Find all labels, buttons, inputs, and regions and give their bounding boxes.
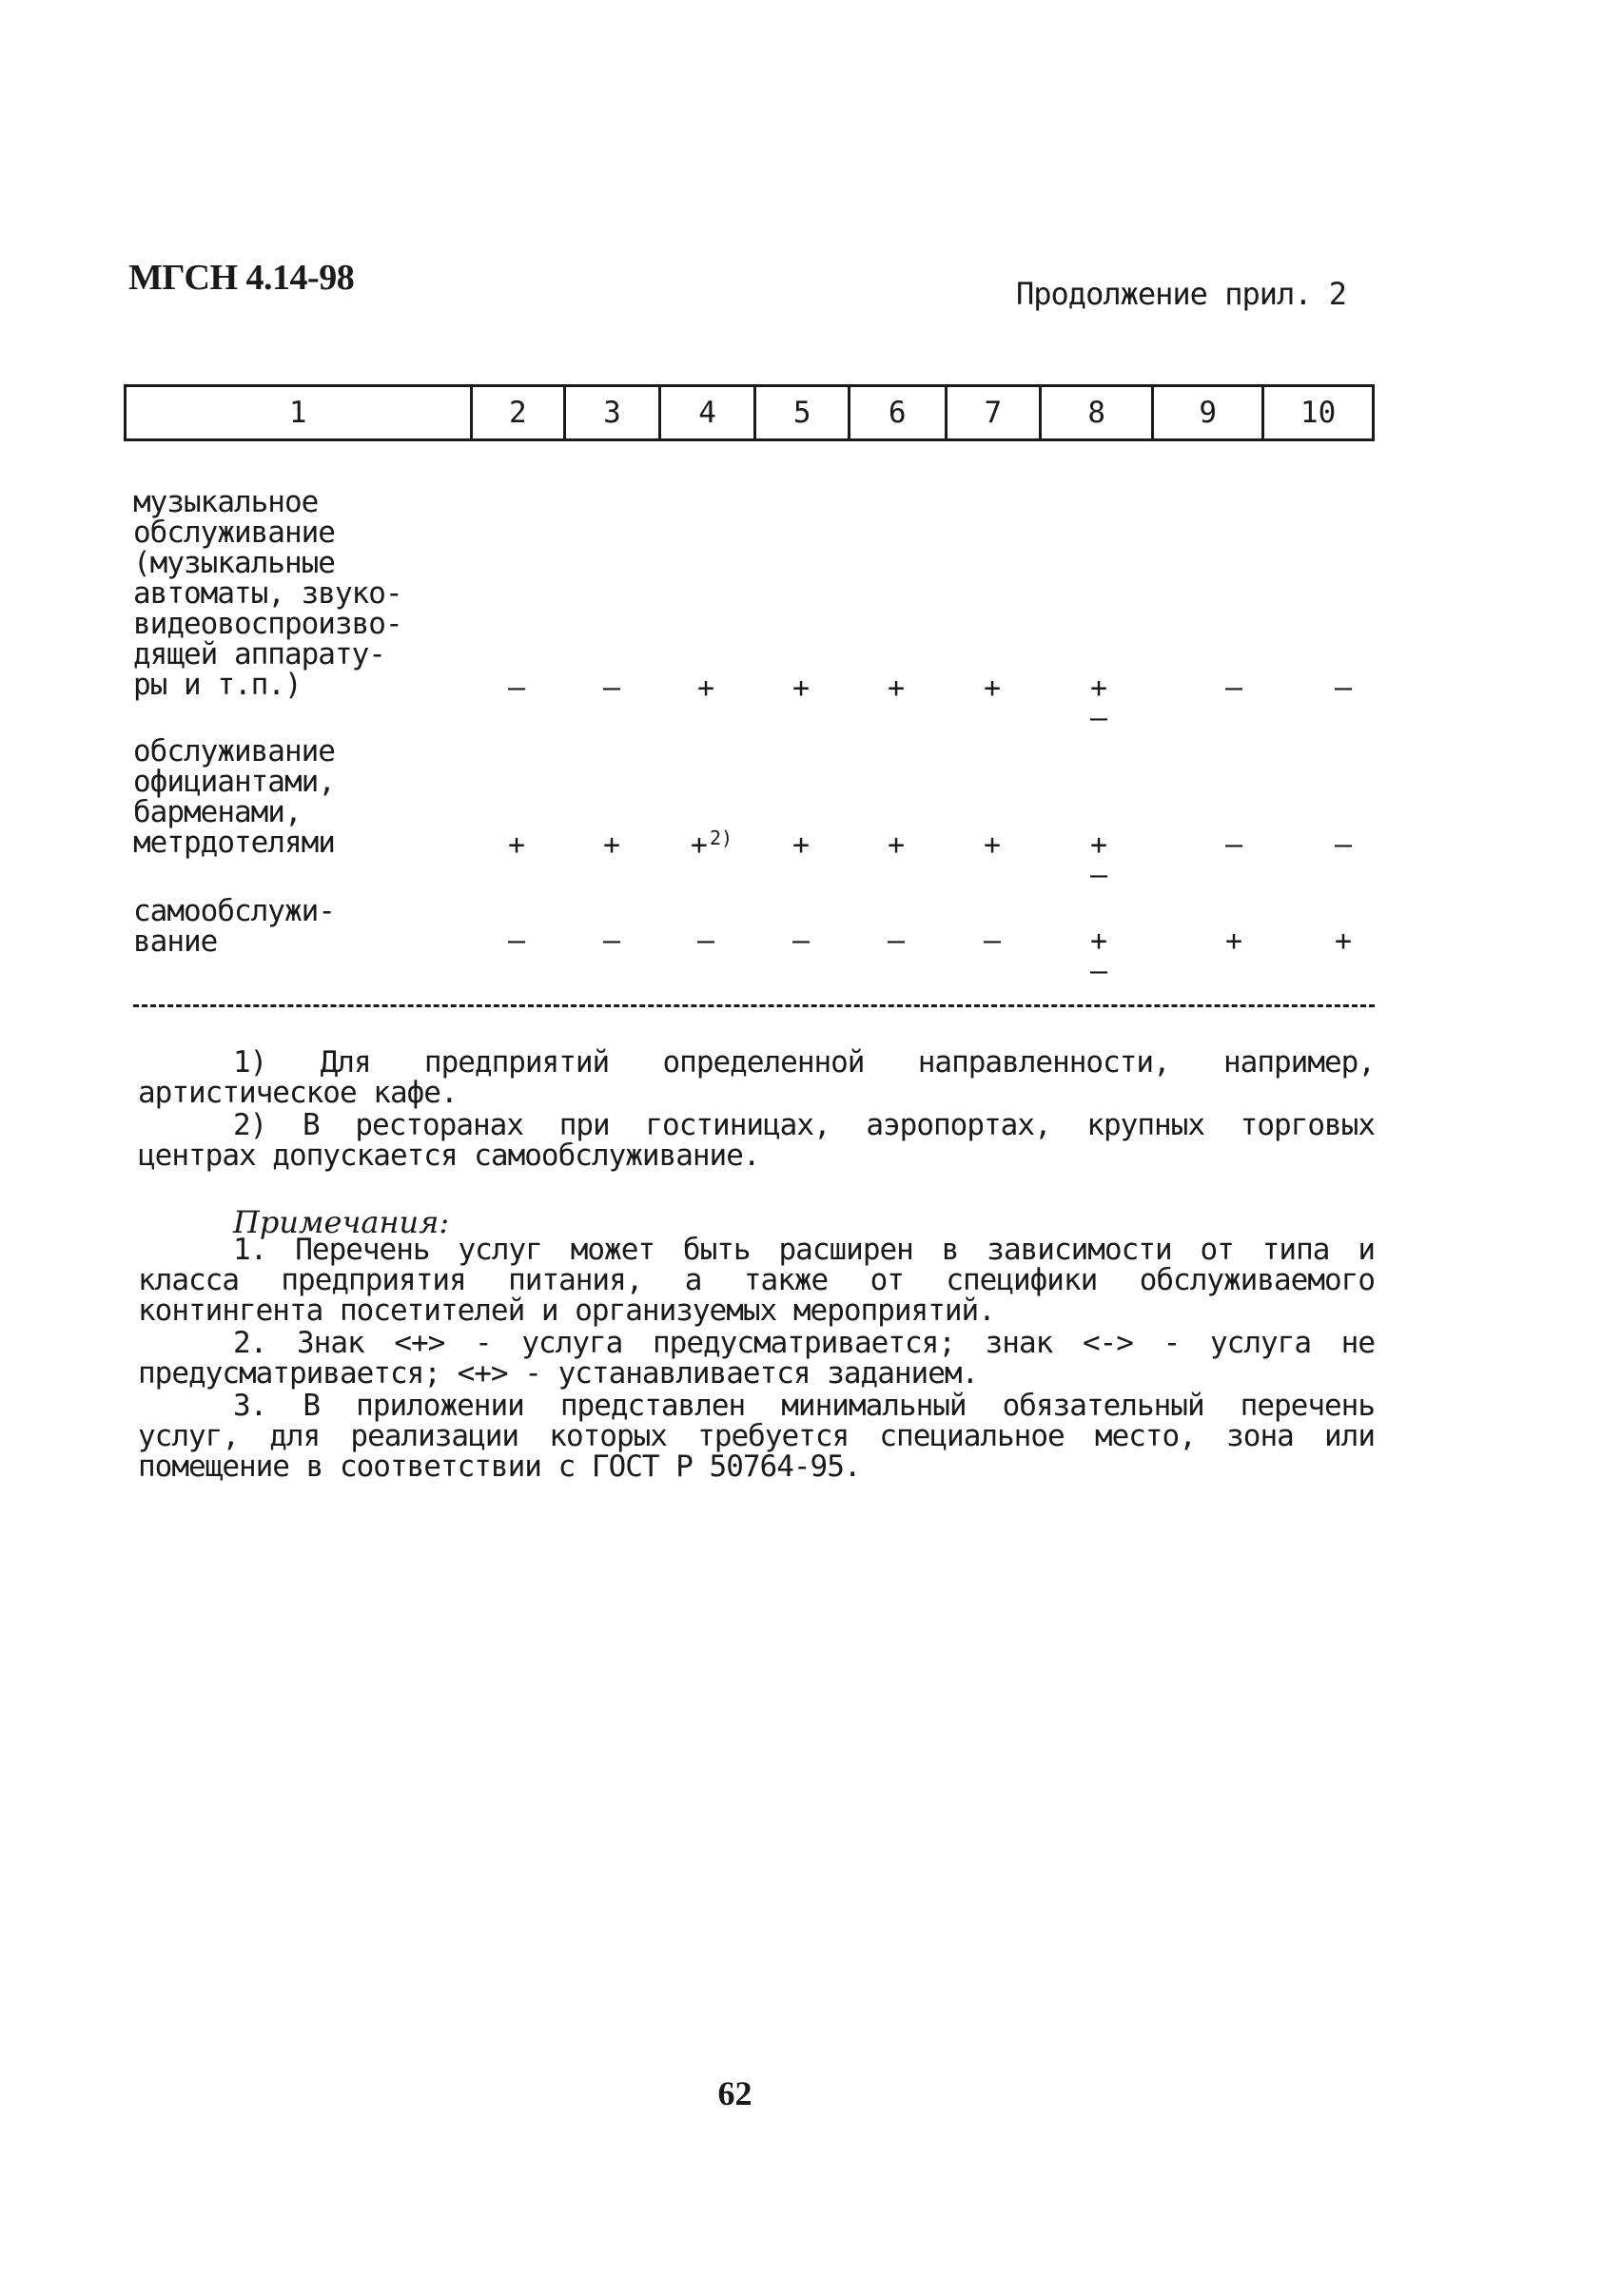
- column-number-header: [124, 384, 1375, 441]
- mark-cell: –: [1224, 828, 1243, 862]
- mark-cell: +: [1089, 671, 1108, 705]
- column-header-7: 7: [946, 386, 1041, 440]
- header-row: [126, 386, 1374, 440]
- mark-cell: –: [983, 924, 1002, 958]
- mark-cell: –: [602, 924, 621, 958]
- mark-cell-second: –: [1089, 955, 1108, 988]
- column-header-2: 2: [471, 386, 565, 440]
- footnote-1-text: 1) Для предприятий определенной направленности, например, артистическое кафе.: [138, 1045, 1375, 1110]
- page-number: 62: [717, 2074, 752, 2112]
- note-2-text: 2. Знак <+> - услуга предусматривается; знак <-> - услуга не предусматривается; <+> - устанавливается заданием.: [138, 1326, 1375, 1391]
- row-label-self-service: самообслужи- вание: [133, 894, 335, 959]
- document-code: МГСН 4.14-98: [128, 258, 355, 298]
- note-3: [138, 1391, 1375, 1482]
- mark-cell: +: [791, 828, 811, 862]
- mark-cell: +: [1089, 924, 1108, 958]
- mark-cell: +: [1334, 924, 1353, 958]
- mark-cell-second: –: [1089, 859, 1108, 892]
- mark-cell: –: [1334, 671, 1353, 705]
- table-end-divider: [133, 1004, 1375, 1007]
- mark-cell: +: [983, 671, 1002, 705]
- footnote-ref: 2): [709, 827, 733, 849]
- mark-cell: –: [507, 671, 526, 705]
- mark-cell: –: [1334, 828, 1353, 862]
- mark-cell: –: [507, 924, 526, 958]
- footnote-2-text: 2) В ресторанах при гостиницах, аэропортах, крупных торговых центрах допускается самообслуживание.: [138, 1108, 1375, 1173]
- footnote-1: [138, 1047, 1375, 1108]
- column-header-9: 9: [1153, 386, 1263, 440]
- mark-cell: +: [887, 828, 906, 862]
- note-3-text: 3. В приложении представлен минимальный обязательный перечень услуг, для реализации которых требуется специальное место, зона или помещение в соответствии с ГОСТ Р 50764-95.: [138, 1389, 1375, 1484]
- column-header-8: 8: [1041, 386, 1153, 440]
- column-header-1: 1: [126, 386, 472, 440]
- mark-cell: –: [696, 924, 715, 958]
- mark-cell: +: [1224, 924, 1243, 958]
- mark-cell: –: [1224, 671, 1243, 705]
- mark-cell: +: [507, 828, 526, 862]
- mark-cell: +: [602, 828, 621, 862]
- mark-cell: –: [887, 924, 906, 958]
- column-header-4: 4: [659, 386, 755, 440]
- note-1-text: 1. Перечень услуг может быть расширен в зависимости от типа и класса предприятия питания, а также от специфики обслуживаемого контингента посетителей и организуемых мероприятий.: [138, 1233, 1375, 1328]
- mark-cell-with-footnote: [683, 827, 740, 862]
- row-label-music-service: музыкальное обслуживание (музыкальные автоматы, звуко- видеовоспроизво- дящей аппарату- ры и т.п.): [133, 485, 402, 702]
- mark-cell: –: [602, 671, 621, 705]
- column-header-5: 5: [755, 386, 850, 440]
- continuation-label: Продолжение прил. 2: [1016, 276, 1347, 312]
- mark-cell: +: [887, 671, 906, 705]
- notes-heading: Примечания:: [233, 1204, 450, 1240]
- mark-cell: –: [791, 924, 811, 958]
- column-header-6: 6: [849, 386, 946, 440]
- mark-value: +: [690, 828, 708, 862]
- mark-cell: +: [983, 828, 1002, 862]
- mark-cell: +: [696, 671, 715, 705]
- mark-cell-second: –: [1089, 702, 1108, 735]
- mark-cell: +: [1089, 828, 1108, 862]
- row-label-waiter-service: обслуживание официантами, барменами, метрдотелями: [133, 734, 335, 860]
- mark-cell: +: [791, 671, 811, 705]
- column-header-3: 3: [565, 386, 660, 440]
- note-2: [138, 1328, 1375, 1389]
- note-1: [138, 1235, 1375, 1326]
- footnote-2: [138, 1110, 1375, 1171]
- column-header-10: 10: [1263, 386, 1374, 440]
